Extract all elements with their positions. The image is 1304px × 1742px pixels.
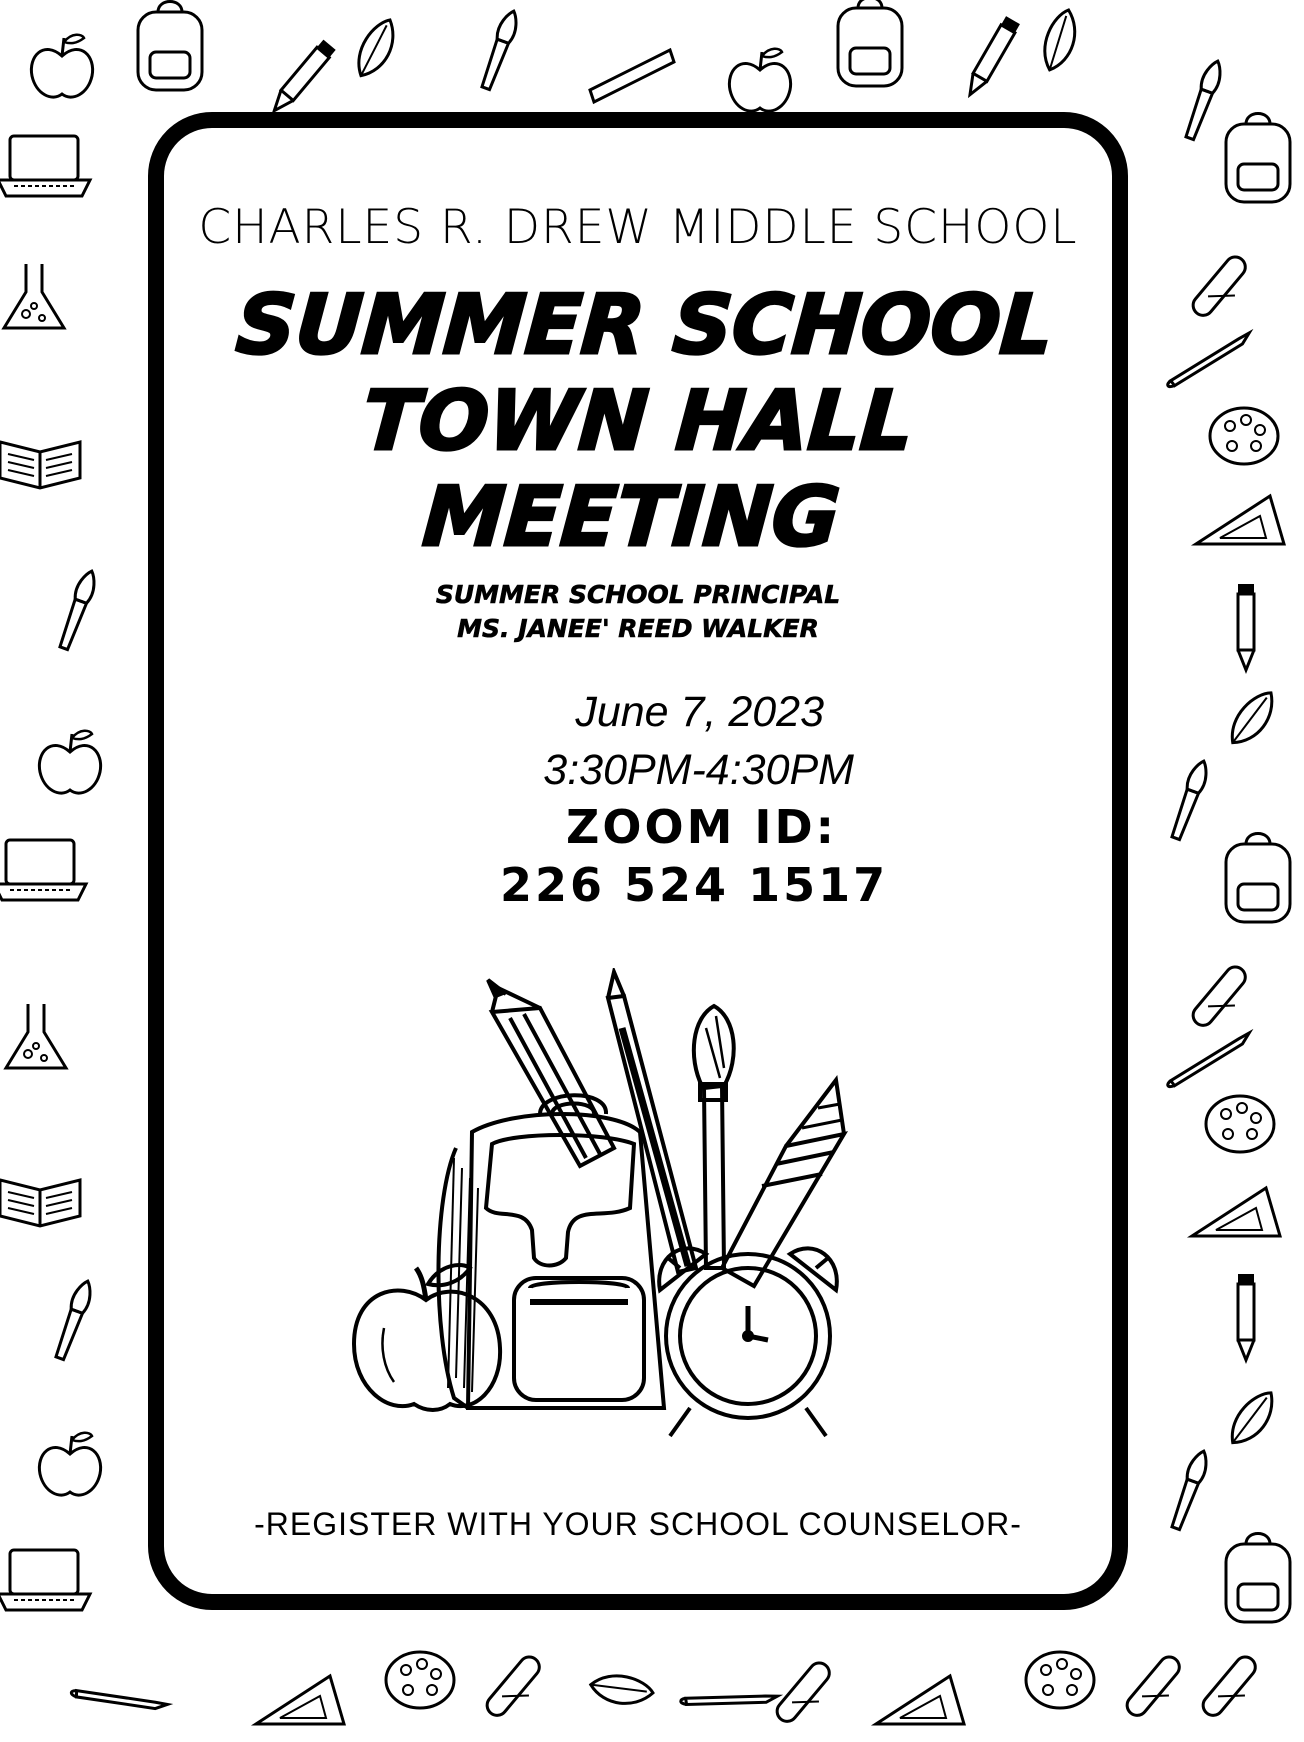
headline-line-3: MEETING <box>419 470 843 565</box>
flyer-card <box>148 112 1128 1610</box>
event-date: June 7, 2023 <box>575 688 824 736</box>
zoom-id: 226 524 1517 <box>500 858 889 912</box>
backpack-icon <box>438 1095 664 1408</box>
register-note: -REGISTER WITH YOUR SCHOOL COUNSELOR- <box>254 1506 1022 1542</box>
principal-name: MS. JANEE' REED WALKER <box>457 614 819 643</box>
zoom-label: ZOOM ID: <box>566 800 838 854</box>
event-headline <box>154 278 1122 566</box>
school-supplies-illustration <box>344 968 924 1488</box>
paintbrush-icon <box>694 1006 734 1268</box>
headline-line-1: SUMMER SCHOOL <box>233 278 1057 373</box>
alarm-clock-icon <box>659 1248 837 1436</box>
headline-line-2: TOWN HALL <box>359 374 917 469</box>
principal-title: SUMMER SCHOOL PRINCIPAL <box>435 580 841 609</box>
event-time: 3:30PM-4:30PM <box>543 746 854 794</box>
principal-info <box>164 578 1112 646</box>
school-name: CHARLES R. DREW MIDDLE SCHOOL <box>198 200 1078 255</box>
apple-icon <box>354 1265 500 1410</box>
